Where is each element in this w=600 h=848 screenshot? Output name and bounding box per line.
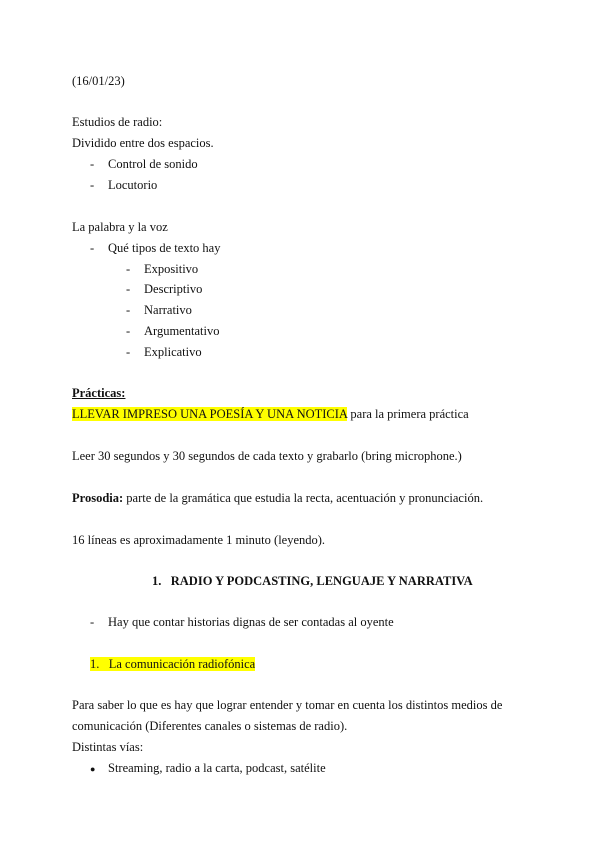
list-item-text: Descriptivo [144,282,203,296]
studios-title: Estudios de radio: [72,115,163,129]
list-item-text: Expositivo [144,262,199,276]
dash-marker: - [90,157,95,171]
list-item-text: Narrativo [144,303,192,317]
practicas-instruction [72,406,469,422]
paragraph-line-1: Para saber lo que es hay que lograr entender y tomar en cuenta los distintos medios de [72,698,503,712]
subsection-title: La comunicación radiofónica [108,657,256,671]
dash-marker: - [126,324,131,338]
list-item-text: Streaming, radio a la carta, podcast, satélite [108,761,326,775]
dash-marker: - [90,241,95,255]
highlighted-text: LLEVAR IMPRESO UNA POESÍA Y UNA NOTICIA [72,407,348,421]
read-instruction: Leer 30 segundos y 30 segundos de cada texto y grabarlo (bring microphone.) [72,449,462,463]
dash-marker: - [90,615,95,629]
paragraph-line-2: comunicación (Diferentes canales o sistemas de radio). [72,719,348,733]
prosodia-term: Prosodia: [72,491,124,505]
studios-subtitle: Dividido entre dos espacios. [72,136,214,150]
dash-marker: - [126,262,131,276]
list-item-text: Hay que contar historias dignas de ser contadas al oyente [108,615,394,629]
subsection-number: 1. [90,657,100,671]
list-item-text: Qué tipos de texto hay [108,241,221,255]
ways-title: Distintas vías: [72,740,144,754]
list-item-text: Control de sonido [108,157,198,171]
dash-marker: - [90,178,95,192]
dash-marker: - [126,345,131,359]
section-heading [152,573,473,589]
dash-marker: - [126,282,131,296]
lines-note: 16 líneas es aproximadamente 1 minuto (leyendo). [72,533,326,547]
practicas-heading: Prácticas: [72,386,126,400]
list-item-text: Explicativo [144,345,202,359]
list-item-text: Locutorio [108,178,158,192]
bullet-marker: ● [90,764,96,774]
dash-marker: - [126,303,131,317]
prosodia-definition: parte de la gramática que estudia la recta, acentuación y pronunciación. [123,491,484,505]
date-line: (16/01/23) [72,74,125,88]
highlighted-text [90,657,255,671]
subsection-heading [90,656,255,672]
prosodia-line [72,490,483,506]
section-number: 1. [152,574,162,588]
voice-title: La palabra y la voz [72,220,168,234]
practicas-rest: para la primera práctica [347,407,469,421]
section-title: RADIO Y PODCASTING, LENGUAJE Y NARRATIVA [170,574,473,588]
list-item-text: Argumentativo [144,324,220,338]
